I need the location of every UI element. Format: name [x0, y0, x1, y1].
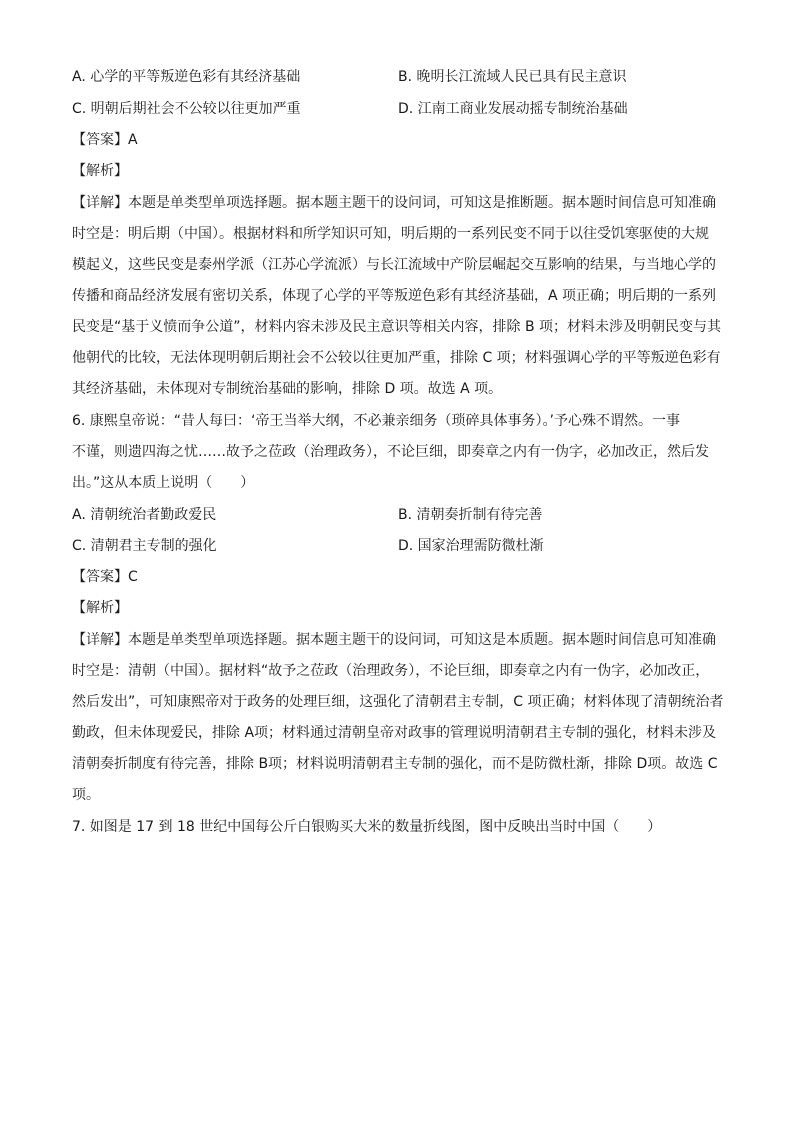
q6-detail-line: 然后发出”，可知康熙帝对于政务的处理巨细，这强化了清朝君主专制，C 项正确；材料体现了清朝统治者 — [72, 694, 724, 710]
q6-detail-line: 项。 — [72, 787, 100, 803]
q5-analysis-label: 【解析】 — [72, 163, 128, 179]
q5-detail-line: 他朝代的比较，无法体现明朝后期社会不公较以往更加严重，排除 C 项；材料强调心学的平等叛逆色彩有 — [72, 350, 721, 366]
q5-detail-line: 其经济基础，未体现对专制统治基础的影响，排除 D 项。故选 A 项。 — [72, 381, 503, 397]
q5-option-a: A. 心学的平等叛逆色彩有其经济基础 — [72, 69, 301, 85]
q5-option-c: C. 明朝后期社会不公较以往更加严重 — [72, 101, 301, 117]
q6-option-d: D. 国家治理需防微杜渐 — [398, 538, 544, 554]
q6-detail-line: 【详解】本题是单类型单项选择题。据本题主题干的设问词，可知这是本质题。据本题时间信息可知准确 — [72, 632, 716, 648]
q7-stem: 7. 如图是 17 到 18 世纪中国每公斤白银购买大米的数量折线图，图中反映出当时中国（ ） — [72, 819, 662, 835]
q6-option-a: A. 清朝统治者勤政爱民 — [72, 507, 217, 523]
q6-stem-line: 出。”这从本质上说明（ ） — [72, 475, 255, 491]
q6-answer: 【答案】C — [72, 569, 138, 585]
q6-detail-line: 勤政，但未体现爱民，排除 A项；材料通过清朝皇帝对政事的管理说明清朝君主专制的强化，材料未涉及 — [72, 725, 717, 741]
q5-answer: 【答案】A — [72, 132, 138, 148]
q5-detail-line: 民变是“基于义愤而争公道”，材料内容未涉及民主意识等相关内容，排除 B 项；材料未涉及明朝民变与其 — [72, 319, 722, 335]
q5-option-d: D. 江南工商业发展动摇专制统治基础 — [398, 101, 628, 117]
q6-option-b: B. 清朝奏折制有待完善 — [398, 507, 543, 523]
q5-detail-line: 模起义，这些民变是泰州学派（江苏心学流派）与长江流域中产阶层崛起交互影响的结果，与当地心学的 — [72, 257, 716, 273]
q5-option-b: B. 晚明长江流域人民已具有民主意识 — [398, 69, 627, 85]
q6-analysis-label: 【解析】 — [72, 600, 128, 616]
q5-detail-line: 传播和商品经济发展有密切关系，体现了心学的平等叛逆色彩有其经济基础，A 项正确；明后期的一系列 — [72, 288, 717, 304]
q6-option-c: C. 清朝君主专制的强化 — [72, 538, 217, 554]
q5-detail-line: 【详解】本题是单类型单项选择题。据本题主题干的设问词，可知这是推断题。据本题时间信息可知准确 — [72, 195, 716, 211]
q6-stem-line: 6. 康熙皇帝说：“昔人每曰：‘帝王当举大纲，不必兼亲细务（琐碎具体事务）。’予心殊不谓然。一事 — [72, 413, 680, 429]
q5-detail-line: 时空是：明后期（中国）。根据材料和所学知识可知，明后期的一系列民变不同于以往受饥寒驱使的大规 — [72, 226, 709, 242]
q6-stem-line: 不谨，则遗四海之忧……故予之莅政（治理政务），不论巨细，即奏章之内有一伪字，必加改正，然后发 — [72, 444, 709, 460]
q6-detail-line: 时空是：清朝（中国）。据材料“故予之莅政（治理政务），不论巨细，即奏章之内有一伪字，必加改正， — [72, 663, 710, 679]
q6-detail-line: 清朝奏折制度有待完善，排除 B项；材料说明清朝君主专制的强化，而不是防微杜渐，排除 D项。故选 C — [72, 756, 718, 772]
